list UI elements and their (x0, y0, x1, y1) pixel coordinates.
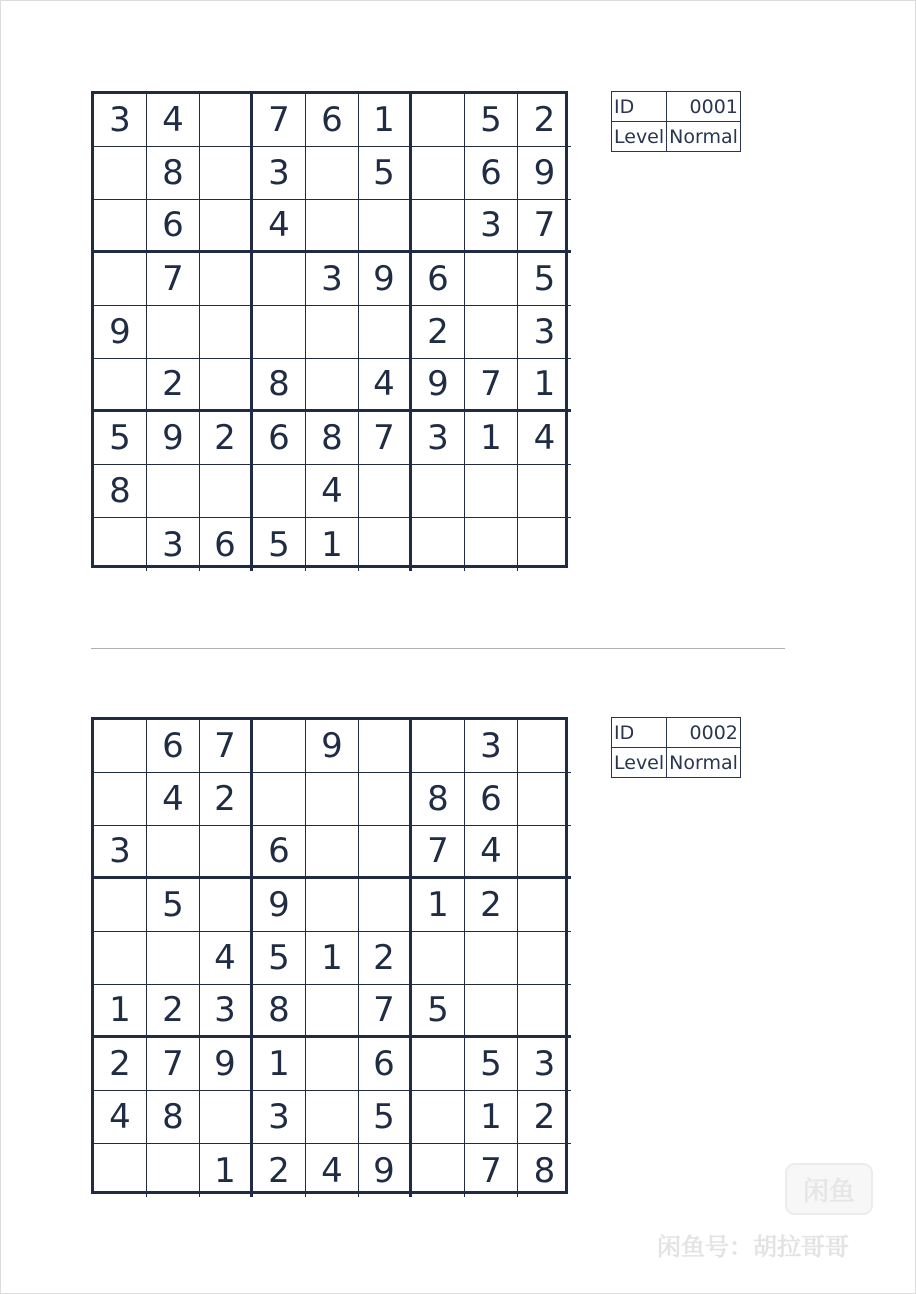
sudoku-cell (412, 518, 465, 571)
sudoku-cell: 6 (465, 147, 518, 200)
sudoku-cell (147, 306, 200, 359)
sudoku-cell (359, 720, 412, 773)
sudoku-cell: 8 (253, 985, 306, 1038)
sudoku-cell: 8 (253, 359, 306, 412)
sudoku-cell: 2 (94, 1038, 147, 1091)
sudoku-cell: 9 (94, 306, 147, 359)
sudoku-cell (200, 200, 253, 253)
sudoku-cell: 7 (200, 720, 253, 773)
sudoku-cell: 3 (200, 985, 253, 1038)
sudoku-cell: 2 (412, 306, 465, 359)
sudoku-cell (253, 465, 306, 518)
sudoku-cell (94, 253, 147, 306)
sudoku-cell (412, 1091, 465, 1144)
sudoku-cell: 7 (465, 1144, 518, 1197)
sudoku-cell (306, 879, 359, 932)
sudoku-cell: 6 (253, 412, 306, 465)
sudoku-cell (147, 465, 200, 518)
sudoku-cell: 4 (518, 412, 571, 465)
sudoku-cell (200, 826, 253, 879)
sudoku-cell: 2 (359, 932, 412, 985)
sudoku-cell: 4 (200, 932, 253, 985)
sudoku-cell: 4 (147, 773, 200, 826)
sudoku-cell: 2 (465, 879, 518, 932)
sudoku-cell: 2 (200, 773, 253, 826)
puzzle-info-table (611, 717, 741, 778)
sudoku-cell: 6 (465, 773, 518, 826)
sudoku-cell: 5 (147, 879, 200, 932)
sudoku-cell: 5 (465, 1038, 518, 1091)
sudoku-cell: 5 (412, 985, 465, 1038)
sudoku-cell: 6 (412, 253, 465, 306)
sudoku-cell: 2 (147, 359, 200, 412)
sudoku-cell: 5 (359, 147, 412, 200)
sudoku-cell (465, 253, 518, 306)
sudoku-cell: 3 (94, 94, 147, 147)
sudoku-cell: 9 (200, 1038, 253, 1091)
sudoku-cell: 5 (518, 253, 571, 306)
sudoku-cell (306, 1091, 359, 1144)
sudoku-grid (91, 91, 568, 568)
sudoku-cell (518, 720, 571, 773)
sudoku-cell (147, 1144, 200, 1197)
sudoku-cell (359, 879, 412, 932)
sudoku-cell (94, 932, 147, 985)
sudoku-cell: 8 (94, 465, 147, 518)
sudoku-cell: 3 (518, 306, 571, 359)
sudoku-cell (94, 879, 147, 932)
sudoku-cell: 7 (518, 200, 571, 253)
sudoku-cell (412, 465, 465, 518)
id-value: 0001 (667, 92, 741, 122)
level-label: Level (612, 748, 667, 778)
sudoku-cell: 2 (147, 985, 200, 1038)
puzzle-divider (91, 648, 785, 649)
sudoku-cell: 2 (200, 412, 253, 465)
sudoku-cell: 6 (253, 826, 306, 879)
sudoku-cell: 6 (147, 200, 200, 253)
sudoku-cell (412, 147, 465, 200)
sudoku-cell (306, 359, 359, 412)
sudoku-cell (147, 932, 200, 985)
sudoku-cell: 9 (359, 1144, 412, 1197)
sudoku-cell: 4 (359, 359, 412, 412)
puzzle-2 (91, 717, 738, 1194)
sudoku-cell (465, 518, 518, 571)
sudoku-cell (518, 773, 571, 826)
sudoku-cell (200, 879, 253, 932)
sudoku-cell: 9 (359, 253, 412, 306)
sudoku-cell (359, 773, 412, 826)
sudoku-cell (306, 773, 359, 826)
sudoku-cell (518, 985, 571, 1038)
sudoku-cell: 1 (200, 1144, 253, 1197)
sudoku-cell: 3 (253, 1091, 306, 1144)
sudoku-cell: 7 (253, 94, 306, 147)
sudoku-cell (465, 932, 518, 985)
sudoku-cell: 8 (412, 773, 465, 826)
sudoku-cell (253, 773, 306, 826)
sudoku-cell: 7 (359, 985, 412, 1038)
sudoku-cell: 8 (147, 1091, 200, 1144)
sudoku-cell: 7 (147, 253, 200, 306)
sudoku-cell (306, 826, 359, 879)
sudoku-cell (359, 200, 412, 253)
sudoku-cell: 8 (533, 1150, 556, 1191)
sudoku-cell (465, 985, 518, 1038)
sudoku-cell: 2 (253, 1144, 306, 1197)
sudoku-cell: 1 (465, 1091, 518, 1144)
sudoku-cell: 3 (412, 412, 465, 465)
level-value: Normal (667, 122, 741, 152)
sudoku-cell: 9 (147, 412, 200, 465)
sudoku-cell: 5 (253, 932, 306, 985)
sudoku-cell (200, 253, 253, 306)
sudoku-cell (412, 1144, 465, 1197)
sudoku-cell (412, 932, 465, 985)
sudoku-cell (306, 200, 359, 253)
sudoku-cell (465, 465, 518, 518)
sudoku-cell: 8 (147, 147, 200, 200)
sudoku-cell: 1 (412, 879, 465, 932)
sudoku-cell (200, 94, 253, 147)
level-row (612, 748, 741, 778)
id-label: ID (612, 92, 667, 122)
sudoku-cell: 4 (253, 200, 306, 253)
sudoku-cell: 3 (518, 1038, 571, 1091)
sudoku-cell (200, 465, 253, 518)
sudoku-cell: 9 (253, 879, 306, 932)
sudoku-cell (412, 1038, 465, 1091)
id-label: ID (612, 718, 667, 748)
sudoku-cell (94, 200, 147, 253)
sudoku-cell: 4 (306, 465, 359, 518)
sudoku-cell (306, 147, 359, 200)
sudoku-cell (518, 518, 571, 571)
sudoku-cell: 5 (94, 412, 147, 465)
sudoku-cell (359, 465, 412, 518)
sudoku-cell: 3 (306, 253, 359, 306)
watermark-logo: 闲鱼 (785, 1163, 873, 1215)
sudoku-cell: 1 (306, 932, 359, 985)
sudoku-cell: 7 (147, 1038, 200, 1091)
sudoku-cell: 4 (147, 94, 200, 147)
sudoku-cell: 3 (147, 518, 200, 571)
sudoku-cell: 1 (359, 94, 412, 147)
sudoku-cell (94, 147, 147, 200)
sudoku-cell (94, 773, 147, 826)
sudoku-cell: 9 (518, 147, 571, 200)
sudoku-cell (94, 1144, 147, 1197)
sudoku-cell: 1 (306, 518, 359, 571)
sudoku-cell (359, 518, 412, 571)
sudoku-cell: 8 (306, 412, 359, 465)
sudoku-cell (359, 306, 412, 359)
sudoku-cell: 6 (200, 518, 253, 571)
sudoku-cell: 1 (94, 985, 147, 1038)
sudoku-cell: 1 (518, 359, 571, 412)
sudoku-cell (412, 720, 465, 773)
sudoku-cell: 4 (306, 1144, 359, 1197)
sudoku-cell: 3 (94, 826, 147, 879)
level-row (612, 122, 741, 152)
sudoku-cell (94, 359, 147, 412)
sudoku-cell (253, 306, 306, 359)
sudoku-cell (253, 720, 306, 773)
sudoku-cell: 4 (465, 826, 518, 879)
sudoku-cell: 3 (465, 720, 518, 773)
sudoku-cell: 5 (253, 518, 306, 571)
id-row (612, 92, 741, 122)
id-value: 0002 (667, 718, 741, 748)
sudoku-cell: 9 (412, 359, 465, 412)
sudoku-cell (306, 306, 359, 359)
sudoku-cell (412, 200, 465, 253)
sudoku-cell: 5 (359, 1091, 412, 1144)
sudoku-cell (412, 94, 465, 147)
sudoku-cell (147, 826, 200, 879)
sudoku-cell (518, 826, 571, 879)
sudoku-cell (200, 147, 253, 200)
sudoku-cell: 7 (412, 826, 465, 879)
sudoku-cell: 7 (359, 412, 412, 465)
sudoku-cell (518, 932, 571, 985)
level-label: Level (612, 122, 667, 152)
sudoku-cell (306, 1038, 359, 1091)
sudoku-cell (253, 253, 306, 306)
sudoku-cell (518, 465, 571, 518)
sudoku-cell: 6 (306, 94, 359, 147)
sudoku-cell (200, 359, 253, 412)
sudoku-cell (465, 306, 518, 359)
sudoku-cell: 4 (94, 1091, 147, 1144)
sudoku-cell: 5 (465, 94, 518, 147)
sudoku-cell (94, 518, 147, 571)
sudoku-cell (94, 720, 147, 773)
sudoku-cell: 9 (306, 720, 359, 773)
watermark-text: 闲鱼号：胡拉哥哥 (657, 1233, 849, 1261)
sudoku-cell (306, 985, 359, 1038)
sudoku-grid (91, 717, 568, 1194)
puzzle-info-table (611, 91, 741, 152)
sudoku-cell (200, 1091, 253, 1144)
sudoku-cell: 2 (518, 1091, 571, 1144)
sudoku-cell: 6 (359, 1038, 412, 1091)
puzzle-1 (91, 91, 738, 568)
sudoku-cell: 3 (465, 200, 518, 253)
sudoku-cell (359, 826, 412, 879)
sudoku-cell: 7 (465, 359, 518, 412)
sudoku-cell: 2 (518, 94, 571, 147)
id-row (612, 718, 741, 748)
level-value: Normal (667, 748, 741, 778)
sudoku-cell (518, 879, 571, 932)
sudoku-cell: 6 (147, 720, 200, 773)
sudoku-cell: 1 (253, 1038, 306, 1091)
sudoku-cell (200, 306, 253, 359)
sudoku-cell: 3 (253, 147, 306, 200)
sudoku-cell: 1 (465, 412, 518, 465)
